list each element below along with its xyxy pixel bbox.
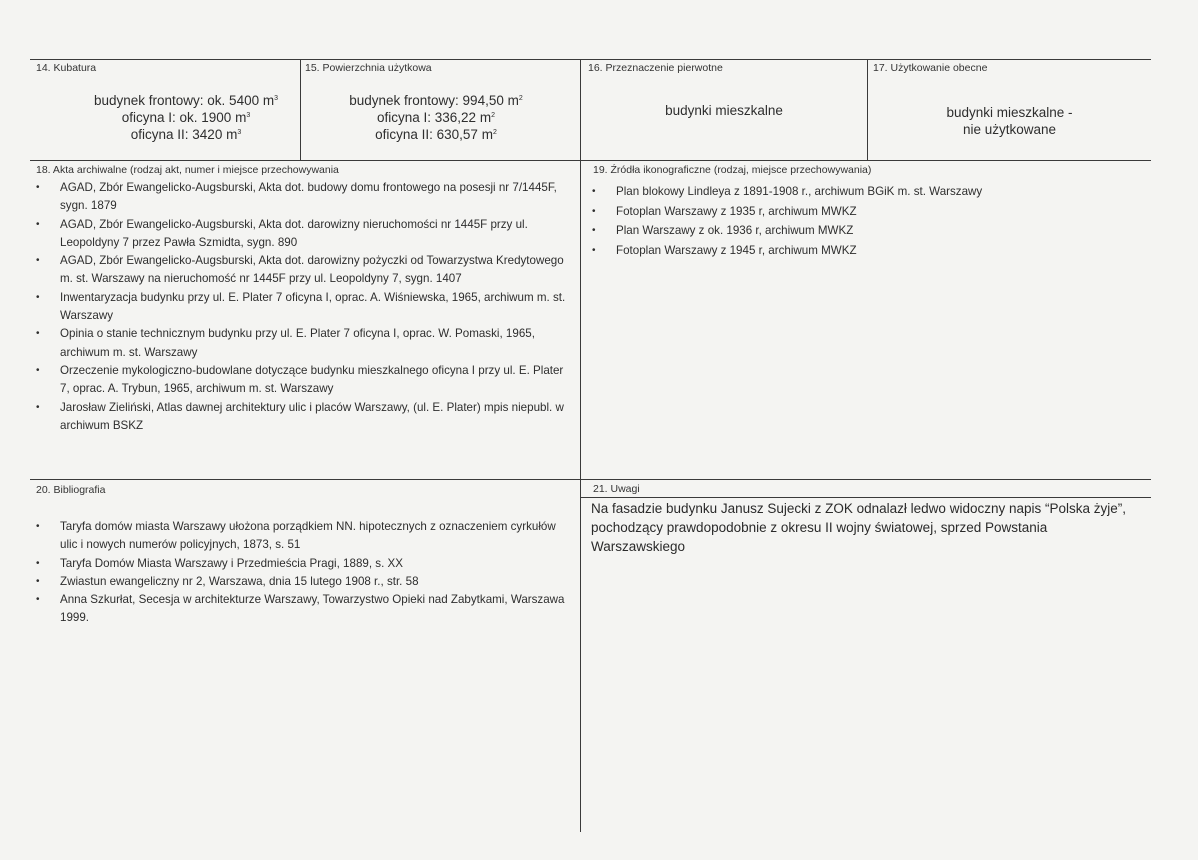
field-17-value [868,104,1151,138]
field-18-label: 18. Akta archiwalne (rodzaj akt, numer i miejsce przechowywania [36,164,339,176]
list-item: • Fotoplan Warszawy z 1935 r, archiwum MWKZ [590,202,1145,222]
field-21-label: 21. Uwagi [593,483,640,495]
list-item: • AGAD, Zbór Ewangelicko-Augsburski, Akta dot. darowizny pożyczki od Towarzystwa Kredytowego m. st. Warszawy na nieruchomość nr 1445F przy ul. Leopoldyny 7, sygn. 1407 [34,252,570,289]
field-17-label: 17. Użytkowanie obecne [873,62,988,74]
field-16-value [581,102,867,119]
list-item: • Inwentaryzacja budynku przy ul. E. Plater 7 oficyna I, oprac. A. Wiśniewska, 1965, archiwum m. st. Warszawy [34,289,570,326]
uwagi-header-border [581,497,1151,498]
list-item: • AGAD, Zbór Ewangelicko-Augsburski, Akta dot. darowizny nieruchomości nr 1445F przy ul. Leopoldyny 7 przez Pawła Szmidta, sygn. 890 [34,216,570,253]
field-15-line-3: oficyna II: 630,57 $m^2$ [375,127,497,142]
row2-bottom-border [30,479,1151,480]
field-20-label: 20. Bibliografia [36,484,106,496]
field-19-list [590,182,1145,260]
field-17-line-1: budynki mieszkalne - [946,105,1073,120]
list-item: • Orzeczenie mykologiczno-budowlane dotyczące budynku mieszkalnego oficyna I przy ul. E. Plater 7, oprac. A. Trybun, 1965, archiwum m. st. Warszawy [34,362,570,399]
field-14-line-2: oficyna I: ok. 1900 $m^3$ [121,110,251,125]
field-21-text: Na fasadzie budynku Janusz Sujecki z ZOK odnalazł ledwo widoczny napis “Polska żyje”, pochodzący prawdopodobnie z okresu II wojny światowej, sprzed Powstania Warszawskiego [591,501,1127,554]
field-18-list [34,179,570,435]
divider-main [580,59,581,832]
top-border [30,59,1151,60]
field-17-line-2: nie użytkowane [962,122,1057,137]
list-item: • Plan Warszawy z ok. 1936 r, archiwum MWKZ [590,221,1145,241]
list-item: • Taryfa domów miasta Warszawy ułożona porządkiem NN. hipotecznych z oznaczeniem cyrkułów ulic i nowych numerów policyjnych, 1873, s. 51 [34,518,570,555]
field-14-label: 14. Kubatura [36,62,97,74]
field-15-line-2: oficyna I: 336,22 $m^2$ [377,110,495,125]
list-item: • Jarosław Zieliński, Atlas dawnej architektury ulic i placów Warszawy, (ul. E. Plater) mpis niepubl. w archiwum BSKZ [34,399,570,436]
field-14-line-3: oficyna II: 3420 $m^3$ [130,127,242,142]
list-item: • Anna Szkurłat, Secesja w architekturze Warszawy, Towarzystwo Opieki nad Zabytkami, Warszawa 1999. [34,591,570,628]
list-item: • Taryfa Domów Miasta Warszawy i Przedmieścia Pragi, 1889, s. XX [34,555,570,573]
field-15-label: 15. Powierzchnia użytkowa [305,62,432,74]
field-16-label: 16. Przeznaczenie pierwotne [588,62,723,74]
list-item: • Fotoplan Warszawy z 1945 r, archiwum MWKZ [590,241,1145,261]
field-19-label: 19. Źródła ikonograficzne (rodzaj, miejsce przechowywania) [593,164,872,176]
field-16-text: budynki mieszkalne [665,103,783,118]
list-item: • AGAD, Zbór Ewangelicko-Augsburski, Akta dot. budowy domu frontowego na posesji nr 7/1445F, sygn. 1879 [34,179,570,216]
field-14-line-1: budynek frontowy: ok. 5400 $m^3$ [93,93,278,108]
field-15-value [290,92,582,143]
row1-bottom-border [30,160,1151,161]
field-20-list [34,518,570,628]
field-15-line-1: budynek frontowy: 994,50 $m^2$ [349,93,523,108]
list-item: • Plan blokowy Lindleya z 1891-1908 r., archiwum BGiK m. st. Warszawy [590,182,1145,202]
list-item: • Opinia o stanie technicznym budynku przy ul. E. Plater 7 oficyna I, oprac. W. Pomaski, 1965, archiwum m. st. Warszawy [34,325,570,362]
list-item: • Zwiastun ewangeliczny nr 2, Warszawa, dnia 15 lutego 1908 r., str. 58 [34,573,570,591]
